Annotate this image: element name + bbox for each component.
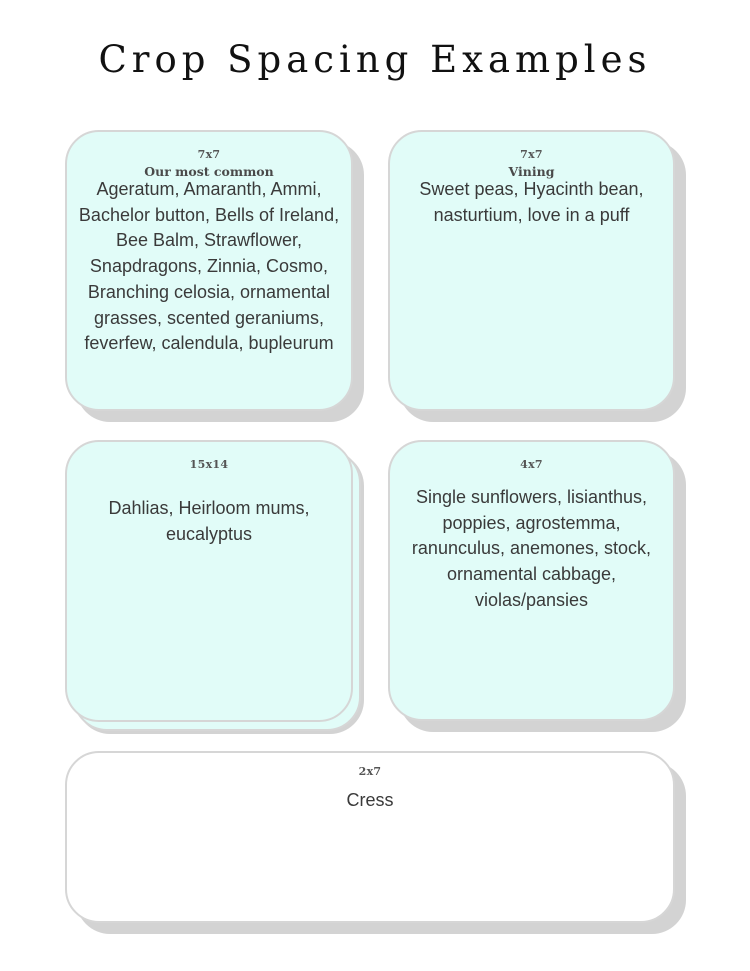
crop-list: Cress [346,790,394,810]
crop-list: Dahlias, Heirloom mums, eucalyptus [108,498,310,544]
spacing-subtitle: Our most common [144,164,274,179]
spacing-size: 4x7 [520,458,543,471]
crop-list: Ageratum, Amaranth, Ammi, Bachelor button, Bells of Ireland, Bee Balm, Strawflower, Snapdragons, Zinnia, Cosmo, Branching celosia, ornamental grasses, scented geraniums, feverfew, calendula, bupleurum [78,179,340,354]
spacing-card-4x7 [388,440,675,721]
spacing-card-7x7-common [65,130,353,411]
page-title: Crop Spacing Examples [98,38,652,81]
spacing-card-2x7 [65,751,675,923]
spacing-size: 15x14 [189,458,229,471]
spacing-size: 7x7 [520,148,543,161]
crop-list: Sweet peas, Hyacinth bean, nasturtium, love in a puff [419,179,644,225]
spacing-card-15x14 [65,440,353,722]
crop-list: Single sunflowers, lisianthus, poppies, agrostemma, ranunculus, anemones, stock, ornamental cabbage, violas/pansies [411,487,652,610]
spacing-card-7x7-vining [388,130,675,411]
spacing-subtitle: Vining [508,164,555,179]
spacing-size: 7x7 [197,148,221,161]
spacing-size: 2x7 [358,765,382,778]
